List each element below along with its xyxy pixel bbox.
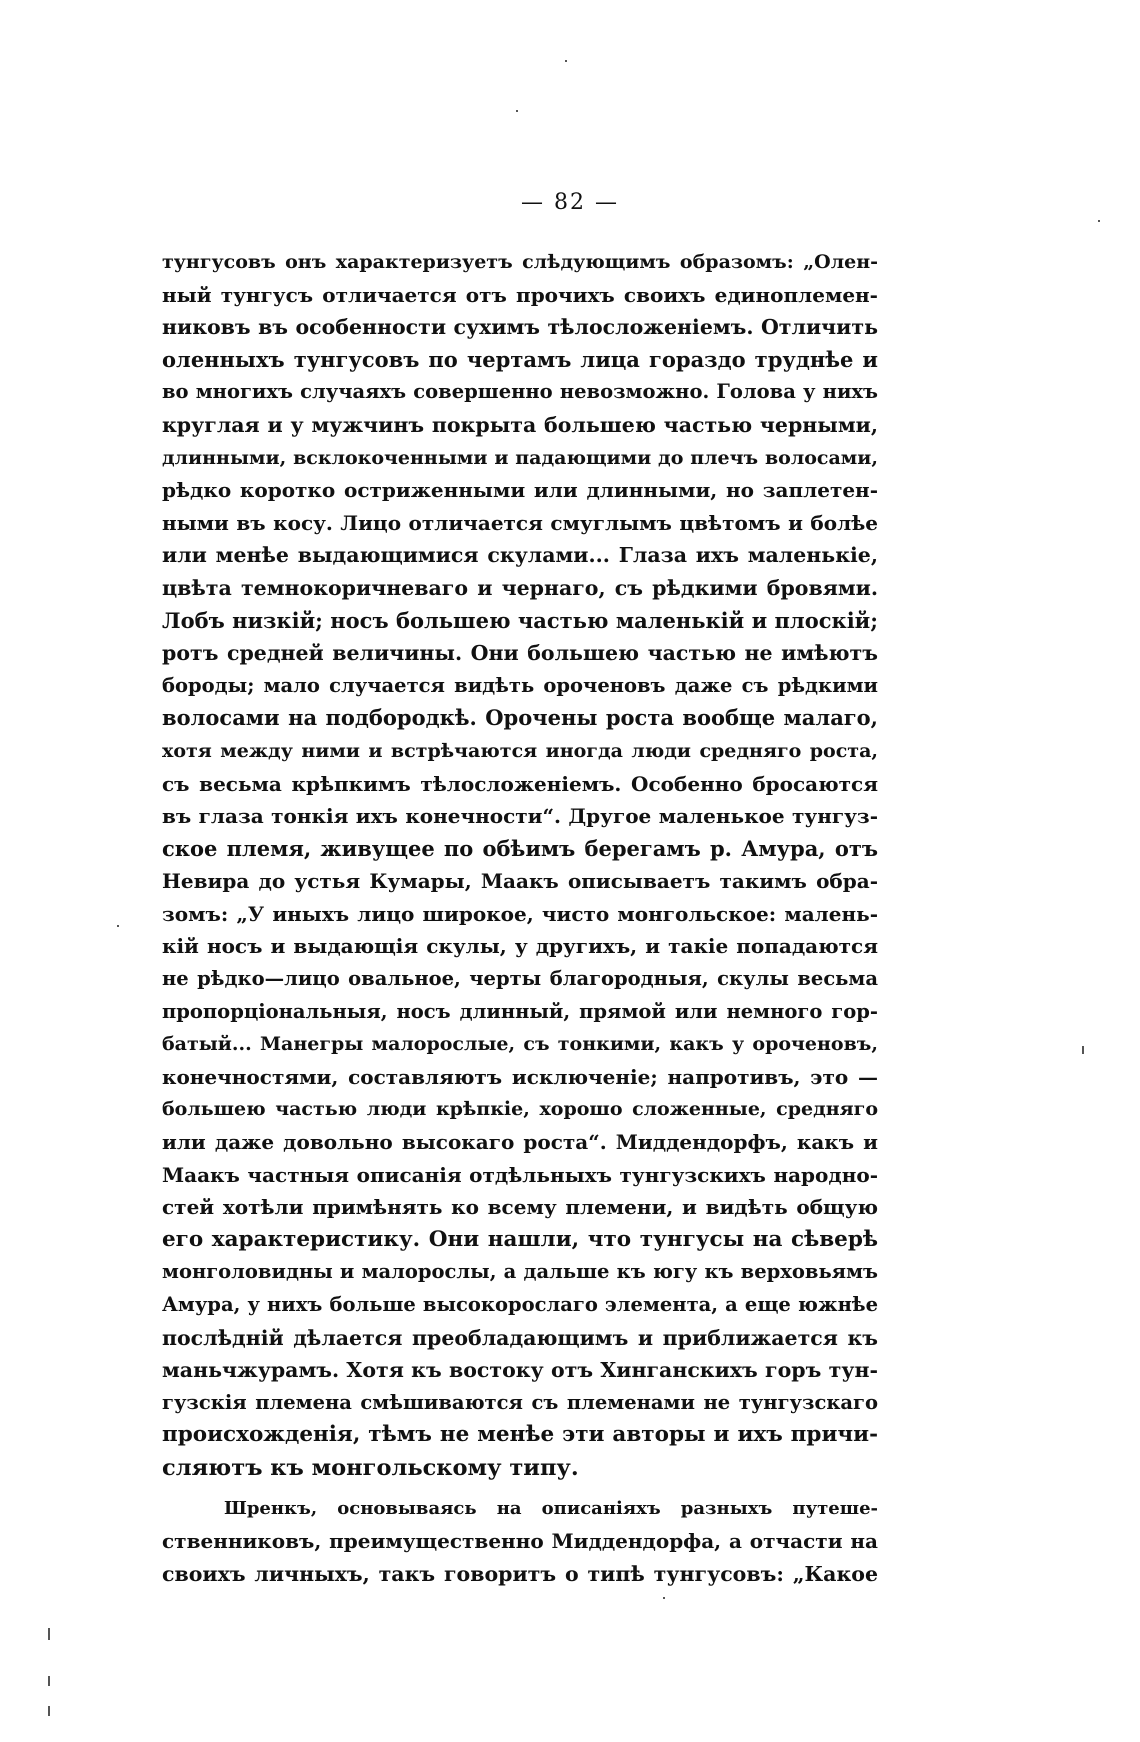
text-line: съ весьма крѣпкимъ тѣлосложеніемъ. Особенно бросаются	[162, 771, 878, 796]
text-line: или менѣе выдающимися скулами... Глаза ихъ маленькіе,	[162, 543, 878, 568]
text-line: ный тунгусъ отличается отъ прочихъ своихъ единоплемен-	[162, 282, 878, 307]
scan-speck	[48, 1676, 50, 1686]
text-line: кій носъ и выдающія скулы, у другихъ, и такіе попадаются	[162, 934, 878, 959]
text-line: оленныхъ тунгусовъ по чертамъ лица гораздо труднѣе и	[162, 346, 878, 372]
text-line: ственниковъ, преимущественно Миддендорфа, а отчасти на	[162, 1529, 878, 1554]
text-line: бороды; мало случается видѣть ороченовъ даже съ рѣдкими	[162, 673, 878, 697]
text-line: Невира до устья Кумары, Маакъ описываетъ такимъ обра-	[162, 869, 878, 894]
text-line: большею частью люди крѣпкіе, хорошо сложенные, средняго	[162, 1098, 878, 1121]
text-line: никовъ въ особенности сухимъ тѣлосложеніемъ. Отличить	[162, 315, 878, 340]
text-line: рѣдко коротко остриженными или длинными, но заплетен-	[162, 478, 878, 503]
text-line: во многихъ случаяхъ совершенно невозможно. Голова у нихъ	[162, 380, 878, 404]
text-line: цвѣта темнокоричневаго и чернаго, съ рѣдкими бровями.	[162, 575, 878, 600]
text-line: или даже довольно высокаго роста“. Миддендорфъ, какъ и	[162, 1130, 878, 1155]
scan-speck	[48, 1628, 50, 1640]
text-line: маньчжурамъ. Хотя къ востоку отъ Хинганскихъ горъ тун-	[162, 1358, 878, 1383]
text-line: въ глаза тонкія ихъ конечности“. Другое маленькое тунгуз-	[162, 804, 878, 829]
text-line: монголовидны и малорослы, а дальше къ югу къ верховьямъ	[162, 1260, 878, 1284]
text-line: конечностями, составляютъ исключеніе; напротивъ, это —	[162, 1064, 878, 1089]
text-line: круглая и у мужчинъ покрыта большею частью черными,	[162, 412, 878, 437]
body-text	[162, 246, 878, 1590]
scan-speck	[117, 925, 119, 927]
paragraph-gap	[162, 1485, 878, 1493]
text-line: Шренкъ, основываясь на описаніяхъ разныхъ путеше-	[224, 1497, 878, 1519]
text-line: послѣдній дѣлается преобладающимъ и приближается къ	[162, 1325, 878, 1350]
text-line: сляютъ къ монгольскому типу.	[162, 1454, 579, 1481]
text-line: ными въ косу. Лицо отличается смуглымъ цвѣтомъ и болѣе	[162, 510, 878, 535]
text-line: гузскія племена смѣшиваются съ племенами не тунгузскаго	[162, 1390, 878, 1414]
text-line: длинными, всклокоченными и падающими до плечъ волосами,	[162, 446, 878, 469]
text-line: Лобъ низкій; носъ большею частью маленькій и плоскій;	[162, 607, 878, 633]
text-line: пропорціональныя, носъ длинный, прямой или немного гор-	[162, 999, 878, 1023]
scan-speck	[1098, 220, 1100, 222]
page-number: — 82 —	[521, 190, 619, 215]
text-line: ротъ средней величины. Они большею частью не имѣютъ	[162, 641, 878, 666]
text-line: батый... Манегры малорослые, съ тонкими, какъ у ороченовъ,	[162, 1033, 878, 1056]
text-line: не рѣдко—лицо овальное, черты благородныя, скулы весьма	[162, 967, 878, 991]
text-line: ское племя, живущее по обѣимъ берегамъ р. Амура, отъ	[162, 835, 878, 861]
scan-speck	[516, 110, 518, 112]
text-line: зомъ: „У иныхъ лицо широкое, чисто монгольское: малень-	[162, 901, 878, 926]
text-line: Маакъ частныя описанія отдѣльныхъ тунгузскихъ народно-	[162, 1162, 878, 1187]
scan-speck	[565, 60, 567, 62]
text-line: тунгусовъ онъ характеризуетъ слѣдующимъ образомъ: „Олен-	[162, 251, 878, 273]
text-line: своихъ личныхъ, такъ говоритъ о типѣ тунгусовъ: „Какое	[162, 1561, 878, 1586]
text-line: стей хотѣли примѣнять ко всему племени, и видѣть общую	[162, 1195, 878, 1220]
text-line: Амура, у нихъ больше высокорослаго элемента, а еще южнѣе	[162, 1293, 878, 1316]
paragraph	[162, 246, 878, 1485]
scan-speck	[663, 1597, 665, 1599]
text-line: хотя между ними и встрѣчаются иногда люди средняго роста,	[162, 739, 878, 762]
text-line: его характеристику. Они нашли, что тунгусы на сѣверѣ	[162, 1226, 878, 1252]
text-line: происхожденія, тѣмъ не менѣе эти авторы и ихъ причи-	[162, 1422, 878, 1448]
text-line: волосами на подбородкѣ. Орочены роста вообще малаго,	[162, 705, 878, 731]
scan-speck	[1082, 1046, 1084, 1054]
paragraph	[162, 1493, 878, 1591]
scan-speck	[48, 1706, 50, 1716]
